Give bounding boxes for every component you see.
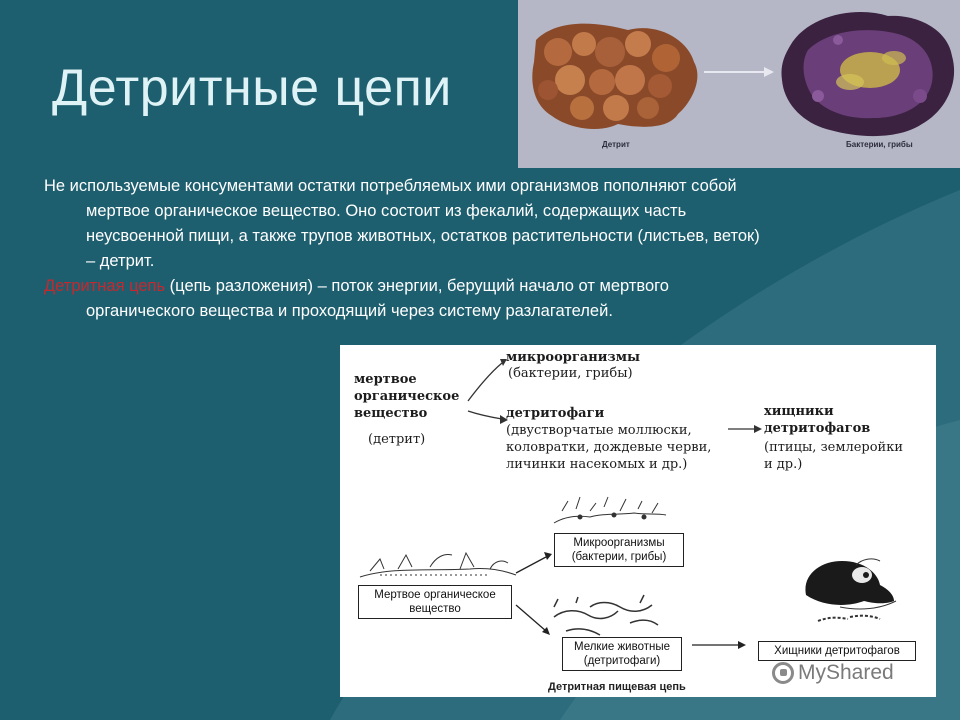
watermark: [772, 661, 894, 685]
decomposed-illustration: [781, 12, 954, 136]
term-detritus-chain: Детритная цепь: [44, 277, 166, 295]
scheme-dead-matter: мертвое органическое вещество: [354, 372, 460, 421]
diagram-caption: Детритная пищевая цепь: [548, 681, 686, 693]
detritus-photo: [518, 0, 960, 168]
predator-sketch: [805, 559, 896, 621]
dead-matter-sketch: [360, 553, 516, 577]
watermark-text: MyShared: [798, 661, 894, 684]
detritus-chain-diagram: [340, 345, 936, 697]
paragraph-detritus-chain-text: (цепь разложения) – поток энергии, берущий начало от мертвого органического вещества и проходящий через систему разлагателей.: [86, 277, 669, 320]
small-animals-sketch: [554, 595, 658, 635]
slide-title: Детритные цепи: [52, 59, 452, 117]
paragraph-detritus: Не используемые консументами остатки потребляемых ими организмов пополняют собой мертвое органическое вещество. Оно состоит из фекалий, содержащих часть неусвоенной пищи, а также трупов животных, остатков растительности (листьев, веток) – детрит.: [44, 177, 760, 270]
scheme-microorganisms-sub: (бактерии, грибы): [508, 366, 633, 381]
box-dead-matter: Мертвое органическое вещество: [358, 585, 512, 619]
photo-caption-bacteria: Бактерии, грибы: [846, 140, 913, 149]
detritus-illustration: [532, 24, 697, 129]
box-microorganisms: Микроорганизмы (бактерии, грибы): [554, 533, 684, 567]
scheme-predators-sub: (птицы, землеройки и др.): [764, 440, 904, 472]
scheme-predators: хищники детритофагов: [764, 404, 871, 436]
scheme-detritophages-sub: (двустворчатые моллюски, коловратки, дождевые черви, личинки насекомых и др.): [506, 423, 712, 472]
box-predators: Хищники детритофагов: [758, 641, 916, 661]
box-small-animals: Мелкие животные (детритофаги): [562, 637, 682, 671]
slide-body: [44, 174, 764, 324]
scheme-detritophages: детритофаги: [506, 406, 605, 421]
scheme-detritus: (детрит): [368, 432, 426, 447]
watermark-logo-icon: [772, 662, 794, 684]
photo-caption-detritus: Детрит: [602, 140, 630, 149]
paragraph-detritus-chain: [44, 274, 764, 324]
scheme-microorganisms: микроорганизмы: [506, 350, 641, 365]
microorganisms-sketch: [554, 497, 666, 523]
